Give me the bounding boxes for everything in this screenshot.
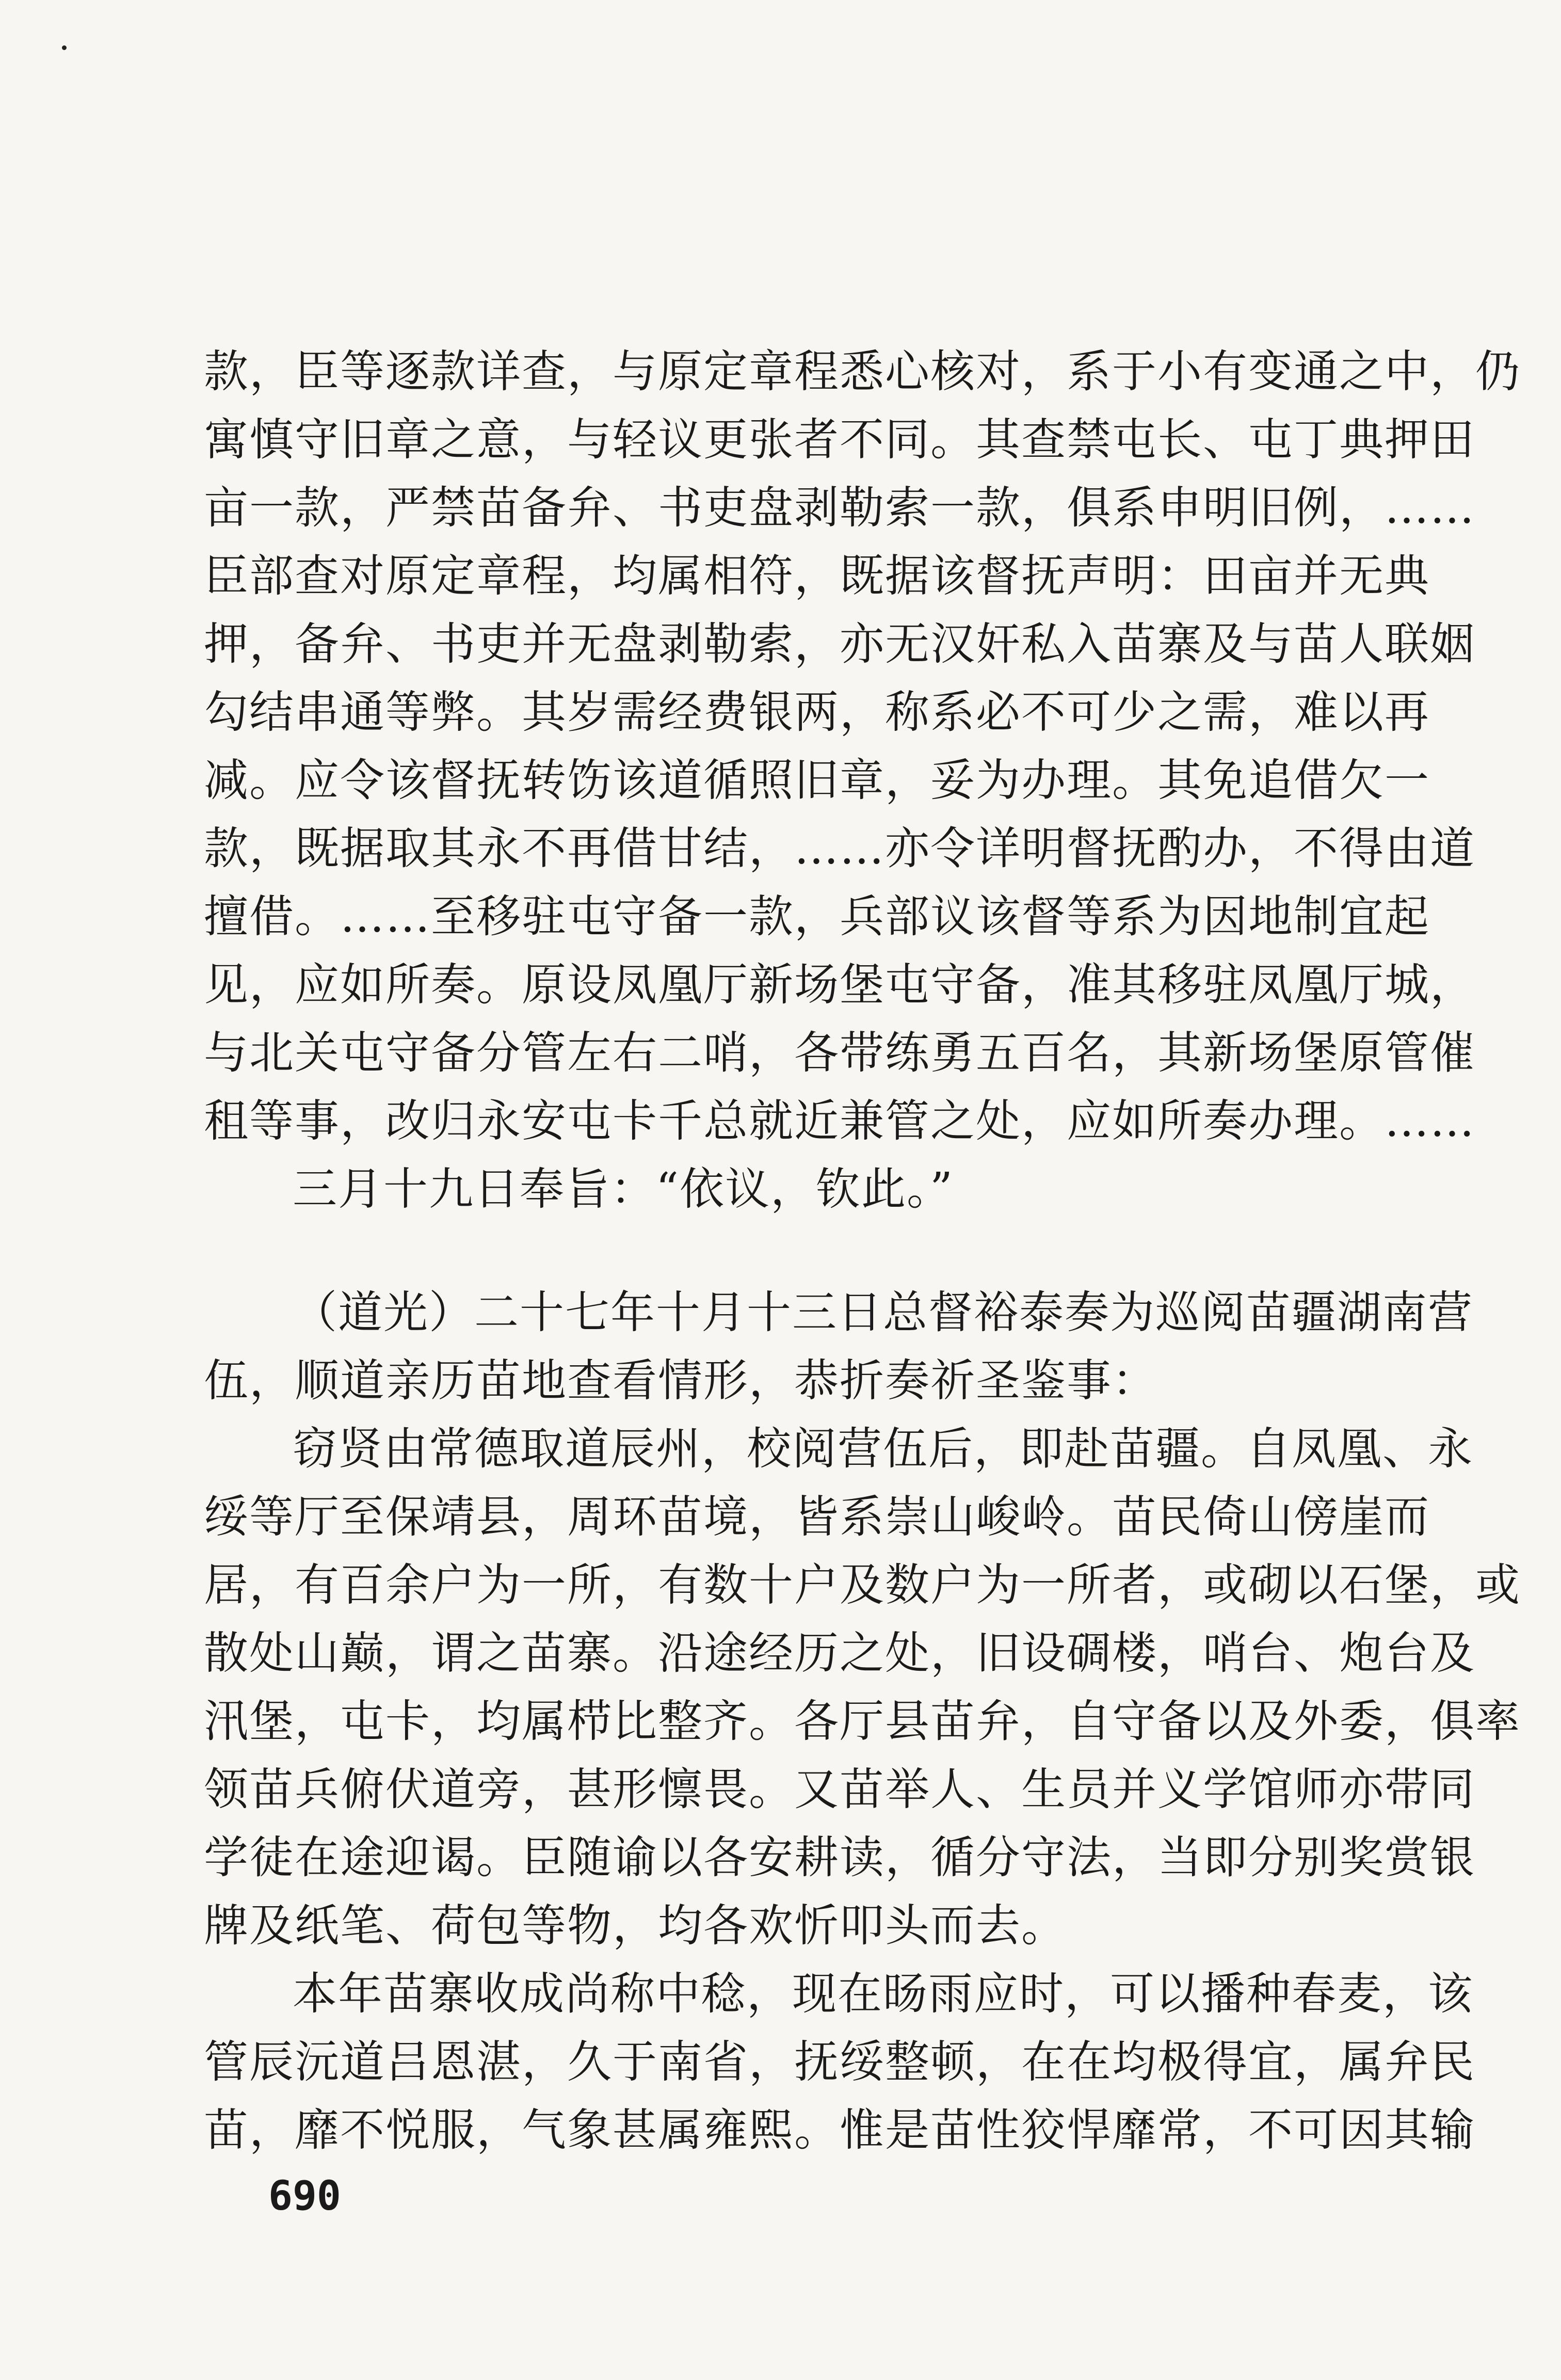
text-line: 汛堡，屯卡，均属栉比整齐。各厅县苗弁，自守备以及外委，俱率 (204, 1696, 1521, 1747)
text-line: 见，应如所奏。原设凤凰厅新场堡屯守备，准其移驻凤凰厅城， (204, 959, 1475, 1011)
text-line: 亩一款，严禁苗备弁、书吏盘剥勒索一款，俱系申明旧例，…… (204, 482, 1475, 534)
text-line: 勾结串通等弊。其岁需经费银两，称系必不可少之需，难以再 (204, 686, 1430, 738)
text-line: 减。应令该督抚转饬该道循照旧章，妥为办理。其免追借欠一 (204, 755, 1430, 806)
text-line: 居，有百余户为一所，有数十户及数户为一所者，或砌以石堡，或 (204, 1559, 1521, 1611)
text-line: 本年苗寨收成尚称中稔，现在旸雨应时，可以播种春麦，该 (293, 1968, 1473, 2020)
memorial-heading: （道光）二十七年十月十三日总督裕泰奏为巡阅苗疆湖南营 (293, 1287, 1473, 1338)
imperial-rescript: 三月十九日奉旨：“依议，钦此。” (293, 1163, 954, 1215)
ink-speck (62, 45, 67, 50)
text-line: 学徒在途迎谒。臣随谕以各安耕读，循分守法，当即分别奖赏银 (204, 1832, 1475, 1883)
text-line: 臣部查对原定章程，均属相符，既据该督抚声明：田亩并无典 (204, 550, 1430, 602)
text-line: 款，臣等逐款详查，与原定章程悉心核对，系于小有变通之中，仍 (204, 346, 1521, 397)
text-line: 苗，靡不悦服，气象甚属雍熙。惟是苗性狡悍靡常，不可因其输 (204, 2104, 1475, 2156)
text-line: 领苗兵俯伏道旁，甚形懔畏。又苗举人、生员并义学馆师亦带同 (204, 1764, 1475, 1815)
text-line: 租等事，改归永安屯卡千总就近兼管之处，应如所奏办理。…… (204, 1095, 1475, 1147)
text-line: 窃贤由常德取道辰州，校阅营伍后，即赴苗疆。自凤凰、永 (293, 1423, 1473, 1475)
text-line: 寓慎守旧章之意，与轻议更张者不同。其查禁屯长、屯丁典押田 (204, 414, 1475, 466)
text-line: 散处山巅，谓之苗寨。沿途经历之处，旧设碉楼，哨台、炮台及 (204, 1627, 1475, 1679)
text-line: 牌及纸笔、荷包等物，均各欢忻叩头而去。 (204, 1900, 1067, 1952)
text-line: 与北关屯守备分管左右二哨，各带练勇五百名，其新场堡原管催 (204, 1027, 1475, 1079)
text-line: 押，备弁、书吏并无盘剥勒索，亦无汉奸私入苗寨及与苗人联姻 (204, 618, 1475, 670)
page-number: 690 (268, 2173, 341, 2219)
memorial-heading: 伍，顺道亲历苗地查看情形，恭折奏祈圣鉴事： (204, 1355, 1157, 1407)
text-line: 擅借。……至移驻屯守备一款，兵部议该督等系为因地制宜起 (204, 891, 1430, 943)
text-line: 款，既据取其永不再借甘结，……亦令详明督抚酌办，不得由道 (204, 823, 1475, 874)
text-line: 管辰沅道吕恩湛，久于南省，抚绥整顿，在在均极得宜，属弁民 (204, 2036, 1475, 2088)
text-line: 绥等厅至保靖县，周环苗境，皆系崇山峻岭。苗民倚山傍崖而 (204, 1491, 1430, 1543)
